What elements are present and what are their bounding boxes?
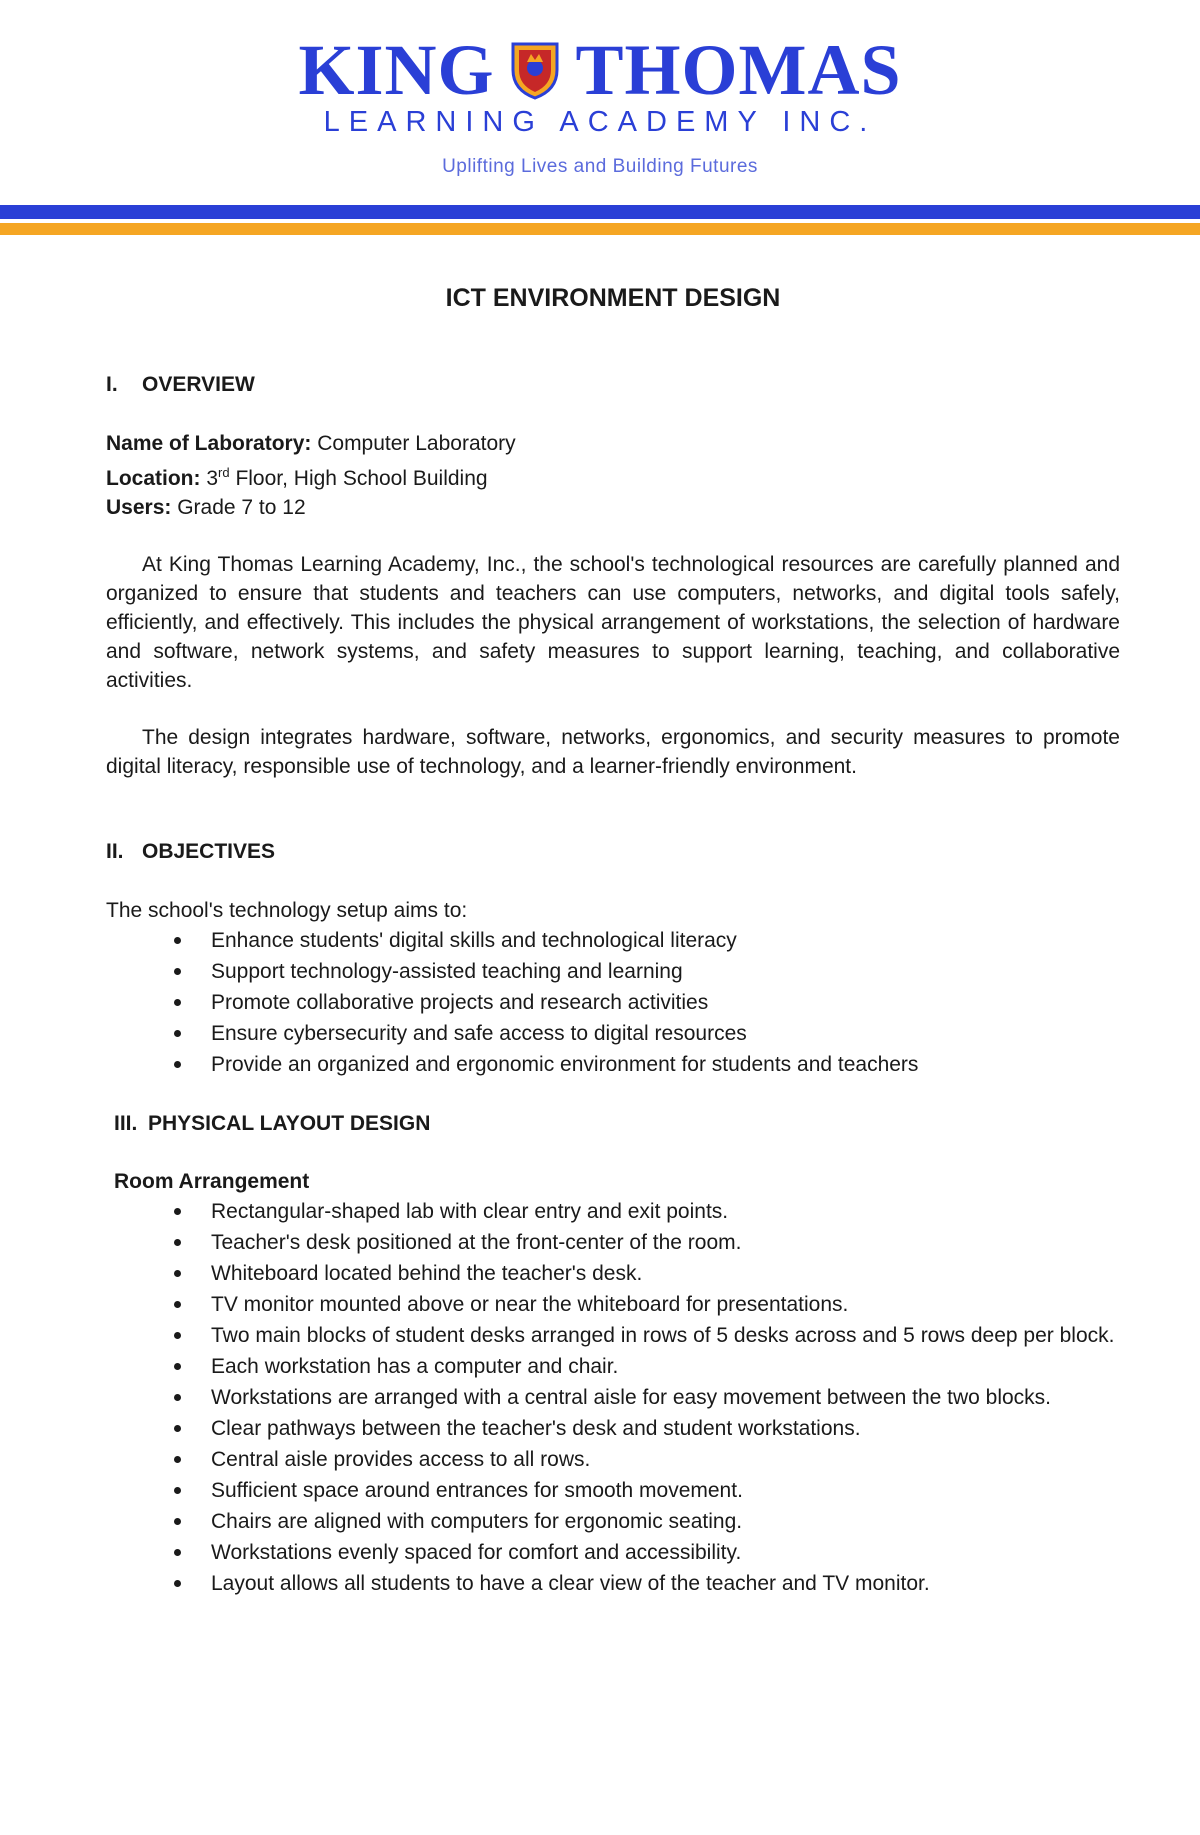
list-item: Support technology-assisted teaching and learning (106, 956, 1120, 987)
letterhead (0, 0, 1200, 240)
field-value: Floor, High School Building (235, 467, 488, 490)
list-item: TV monitor mounted above or near the whiteboard for presentations. (106, 1289, 1120, 1320)
list-item: Promote collaborative projects and research activities (106, 987, 1120, 1018)
section-title: OVERVIEW (142, 373, 255, 396)
section-title: OBJECTIVES (142, 840, 276, 863)
header-stripe-blue (0, 205, 1200, 219)
list-item: Workstations are arranged with a central aisle for easy movement between the two blocks. (106, 1382, 1120, 1413)
list-item: Enhance students' digital skills and technological literacy (106, 925, 1120, 956)
section-heading-objectives (106, 837, 1120, 866)
list-item: Chairs are aligned with computers for ergonomic seating. (106, 1506, 1120, 1537)
field-label: Users: (106, 496, 172, 519)
list-item: Each workstation has a computer and chair. (106, 1351, 1120, 1382)
objectives-intro: The school's technology setup aims to: (106, 899, 468, 922)
objectives-list (106, 925, 1120, 1080)
list-item: Central aisle provides access to all rows. (106, 1444, 1120, 1475)
bullet-icon (174, 1394, 181, 1401)
list-item: Provide an organized and ergonomic environment for students and teachers (106, 1049, 1120, 1080)
bullet-icon (174, 1518, 181, 1525)
field-value-ordinal: 3 (206, 467, 219, 490)
list-item: Teacher's desk positioned at the front-center of the room. (106, 1227, 1120, 1258)
list-item: Workstations evenly spaced for comfort and accessibility. (106, 1537, 1120, 1568)
bullet-icon (174, 1239, 181, 1246)
bullet-icon (174, 1580, 181, 1587)
tagline: Uplifting Lives and Building Futures (442, 156, 758, 177)
field-value: Computer Laboratory (317, 432, 516, 455)
list-item: Sufficient space around entrances for smooth movement. (106, 1475, 1120, 1506)
section-number: III. (114, 1112, 138, 1135)
section-number: II. (106, 840, 124, 863)
bullet-icon (174, 1332, 181, 1339)
field-lab-name (106, 429, 1120, 458)
bullet-icon (174, 968, 181, 975)
list-item: Rectangular-shaped lab with clear entry and exit points. (106, 1196, 1120, 1227)
bullet-icon (174, 1549, 181, 1556)
overview-paragraph: The design integrates hardware, software, networks, ergonomics, and security measures to promote digital literacy, responsible use of technology, and a learner-friendly environment. (106, 726, 1120, 778)
field-value-superscript: rd (218, 465, 230, 480)
list-item: Ensure cybersecurity and safe access to digital resources (106, 1018, 1120, 1049)
subsection-heading: Room Arrangement (114, 1170, 310, 1193)
bullet-icon (174, 1030, 181, 1037)
crest-icon (509, 40, 561, 100)
list-item: Layout allows all students to have a clear view of the teacher and TV monitor. (106, 1568, 1120, 1599)
bullet-icon (174, 1487, 181, 1494)
overview-paragraph: At King Thomas Learning Academy, Inc., the school's technological resources are carefully planned and organized to ensure that students and teachers can use computers, networks, and digital tools safely, efficiently, and effectively. This includes the physical arrangement of workstations, the selection of hardware and software, network systems, and safety measures to support learning, teaching, and collaborative activities. (106, 553, 1120, 692)
bullet-icon (174, 1270, 181, 1277)
bullet-icon (174, 999, 181, 1006)
bullet-icon (174, 1363, 181, 1370)
field-users (106, 493, 1120, 522)
field-label: Name of Laboratory: (106, 432, 312, 455)
room-arrangement-list (106, 1196, 1120, 1599)
header-stripe-gold (0, 223, 1200, 235)
list-item: Whiteboard located behind the teacher's desk. (106, 1258, 1120, 1289)
field-value: Grade 7 to 12 (177, 496, 306, 519)
school-logo (0, 30, 1200, 110)
logo-subtitle: LEARNING ACADEMY INC. (323, 106, 877, 138)
field-location (106, 458, 1120, 493)
bullet-icon (174, 1061, 181, 1068)
bullet-icon (174, 1208, 181, 1215)
bullet-icon (174, 1301, 181, 1308)
section-title: PHYSICAL LAYOUT DESIGN (148, 1112, 431, 1135)
section-heading-overview (106, 370, 1120, 399)
logo-word-left: KING (298, 30, 495, 110)
section-heading-physical-layout (114, 1109, 1120, 1138)
section-number: I. (106, 373, 118, 396)
page-title: ICT ENVIRONMENT DESIGN (445, 284, 781, 312)
field-label: Location: (106, 467, 201, 490)
list-item: Clear pathways between the teacher's desk and student workstations. (106, 1413, 1120, 1444)
bullet-icon (174, 1425, 181, 1432)
bullet-icon (174, 1456, 181, 1463)
bullet-icon (174, 937, 181, 944)
document-body (106, 280, 1120, 1599)
logo-word-right: THOMAS (575, 30, 902, 110)
list-item: Two main blocks of student desks arranged in rows of 5 desks across and 5 rows deep per block. (106, 1320, 1120, 1351)
